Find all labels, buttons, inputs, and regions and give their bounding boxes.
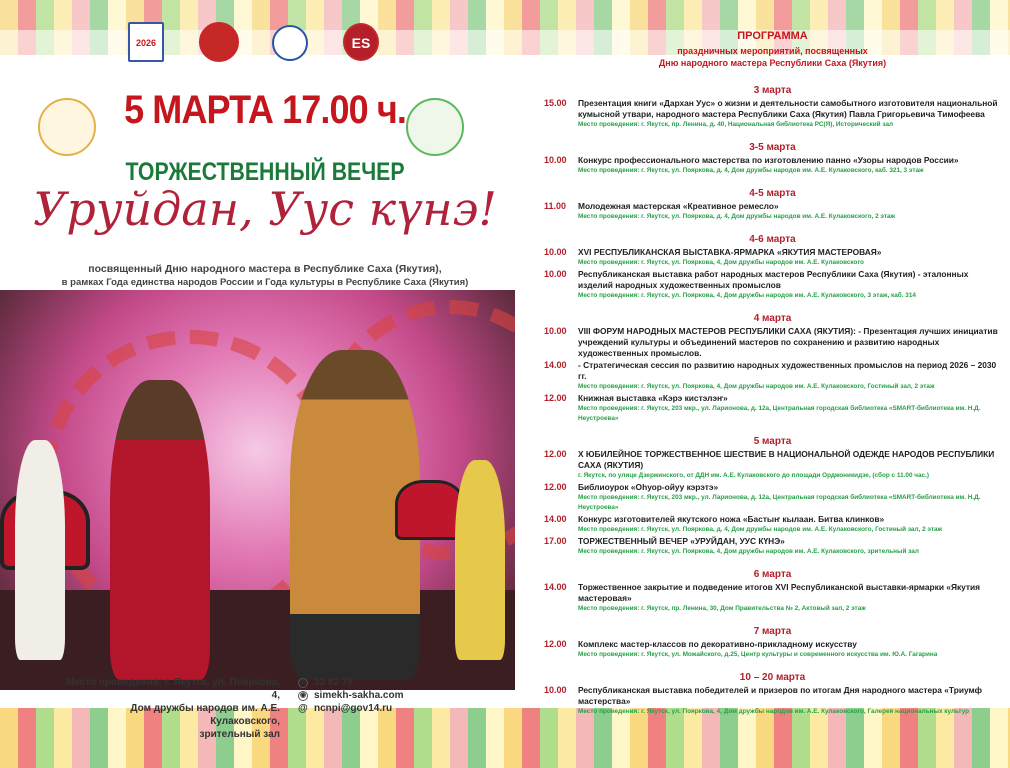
item-title: Молодежная мастерская «Креативное ремесло» <box>578 201 779 211</box>
item-time: 14.00 <box>544 582 567 592</box>
event-heading: ТОРЖЕСТВЕННЫЙ ВЕЧЕР <box>125 158 405 186</box>
day-header: 4-6 марта <box>749 234 796 245</box>
item-title: Библиоурок «Оһуор-ойуу кэрэтэ» <box>578 482 719 492</box>
phone-icon: ✆ <box>298 678 308 688</box>
item-time: 14.00 <box>544 514 567 524</box>
item-venue: Место проведения: г. Якутск, ул. Пояркова, 4, Дом дружбы народов им. А.Е. Кулаковского, зрительный зал <box>578 548 919 555</box>
item-body <box>578 582 1005 614</box>
item-time: 12.00 <box>544 482 567 492</box>
item-venue: Место проведения: г. Якутск, 203 мкр., ул. Ларионова, д. 12а, Центральная городская библиотека «SMART-библиотека им. Н.Д. Неустроева» <box>578 494 981 511</box>
item-venue: Место проведения: г. Якутск, ул. Можайского, д.25, Центр культуры и современного искусства им. Ю.А. Гагарина <box>578 651 938 658</box>
item-body <box>578 155 1005 176</box>
event-dedication <box>0 262 530 290</box>
program-item <box>540 155 1005 176</box>
culture-year-logo <box>199 22 239 62</box>
item-venue: Место проведения: г. Якутск, ул. Пояркова, 4, Дом дружбы народов им. А.Е. Кулаковского, Гостиный зал, 2 этаж <box>578 383 935 390</box>
day-header: 10 – 20 марта <box>739 672 806 683</box>
item-title: Комплекс мастер-классов по декоративно-прикладному искусству <box>578 639 857 649</box>
dedication-line-2: в рамках Года единства народов России и Года культуры в Республике Саха (Якутия) <box>61 277 469 288</box>
globe-icon: ◉ <box>299 691 307 699</box>
program-item <box>540 98 1005 130</box>
item-venue: г. Якутск, по улице Дзержинского, от ДДН им. А.Е. Кулаковского до площади Орджоникидзе, (сбор с 11.00 час.) <box>578 472 930 479</box>
program-title: ПРОГРАММА <box>737 30 808 42</box>
item-title: X ЮБИЛЕЙНОЕ ТОРЖЕСТВЕННОЕ ШЕСТВИЕ В НАЦИОНАЛЬНОЙ ОДЕЖДЕ НАРОДОВ РЕСПУБЛИКИ САХА (ЯКУТИЯ) <box>578 449 995 470</box>
item-venue: Место проведения: г. Якутск, ул. Пояркова, 4, Дом дружбы народов им. А.Е. Кулаковского, 3 этаж, каб. 314 <box>578 292 916 299</box>
day-header: 4 марта <box>753 313 792 324</box>
item-time: 17.00 <box>544 536 567 546</box>
item-title: VIII ФОРУМ НАРОДНЫХ МАСТЕРОВ РЕСПУБЛИКИ САХА (ЯКУТИЯ): - Презентация лучших инициатив учреждений культуры и объединений мастеров по сохранению и развитию народных художественных промыслов. <box>578 326 998 358</box>
phone-number: 32 82 79 <box>314 677 353 688</box>
program-item <box>540 685 1005 717</box>
program-item <box>540 639 1005 660</box>
day-header: 3-5 марта <box>749 142 796 153</box>
dedication-line-1: посвященный Дню народного мастера в Республике Саха (Якутия), <box>88 263 442 275</box>
item-time: 10.00 <box>544 269 567 279</box>
program-item <box>540 536 1005 557</box>
day-header: 5 марта <box>753 436 792 447</box>
program-item <box>540 326 1005 359</box>
item-time: 14.00 <box>544 360 567 370</box>
year-2026-logo: 2026 <box>128 22 164 62</box>
program-item <box>540 201 1005 222</box>
item-body <box>578 393 1005 424</box>
item-body <box>578 514 1005 535</box>
item-body <box>578 326 1005 359</box>
monogram-logo: ES <box>343 23 379 61</box>
item-body <box>578 360 1005 392</box>
program-item <box>540 247 1005 268</box>
item-title: Презентация книги «Дархан Уус» о жизни и деятельности самобытного изготовителя национальной кумысной утвари, народного мастера Республики Саха (Якутия) Павла Григорьевича Тимофеева <box>578 98 998 119</box>
item-time: 11.00 <box>544 201 567 211</box>
program-item <box>540 482 1005 513</box>
event-venue <box>60 676 280 741</box>
item-body <box>578 201 1005 222</box>
item-title: Республиканская выставка работ народных мастеров Республики Саха (Якутия) - эталонных изделий народных художественных промыслов <box>578 269 969 290</box>
item-time: 10.00 <box>544 326 567 336</box>
item-title: Конкурс профессионального мастерства по изготовлению панно «Узоры народов России» <box>578 155 959 165</box>
item-title: Конкурс изготовителей якутского ножа «Бастыҥ кылаан. Битва клинков» <box>578 514 885 524</box>
item-title: Книжная выставка «Кэрэ кистэлэҥ» <box>578 393 728 403</box>
item-title: Республиканская выставка победителей и призеров по итогам Дня народного мастера «Триумф мастерства» <box>578 685 982 706</box>
day-header: 6 марта <box>753 569 792 580</box>
item-body <box>578 536 1005 557</box>
item-time: 15.00 <box>544 98 567 108</box>
program-item <box>540 269 1005 301</box>
item-venue: Место проведения: г. Якутск, ул. Пояркова, 4, Дом дружбы народов им. А.Е. Кулаковского, Галерея национальных культур <box>578 708 970 715</box>
venue-line-2: Дом дружбы народов им. А.Е. Кулаковского, <box>130 703 280 727</box>
item-time: 10.00 <box>544 247 567 257</box>
item-body <box>578 449 1005 481</box>
day-header: 3 марта <box>753 85 792 96</box>
item-time: 12.00 <box>544 639 567 649</box>
item-venue: Место проведения: г. Якутск, ул. Пояркова, д. 4, Дом дружбы народов им. А.Е. Кулаковского, Гостиный зал, 2 этаж <box>578 526 943 533</box>
venue-line-1: Место проведения: г. Якутск, ул. Пояркова, 4, <box>65 677 280 701</box>
item-time: 12.00 <box>544 449 567 459</box>
item-body <box>578 269 1005 301</box>
item-title: XVI РЕСПУБЛИКАНСКАЯ ВЫСТАВКА-ЯРМАРКА «ЯКУТИЯ МАСТЕРОВАЯ» <box>578 247 882 257</box>
item-venue: Место проведения: г. Якутск, пр. Ленина, 30, Дом Правительства № 2, Актовый зал, 2 этаж <box>578 605 866 612</box>
item-body <box>578 685 1005 717</box>
item-venue: Место проведения: г. Якутск, ул. Пояркова, д. 4, Дом дружбы народов им. А.Е. Кулаковского, каб. 321, 3 этаж <box>578 167 924 174</box>
item-venue: Место проведения: г. Якутск, 203 мкр., ул. Ларионова, д. 12а, Центральная городская библиотека «SMART-библиотека им. Н.Д. Неустроева» <box>578 405 981 422</box>
venue-line-3: зрительный зал <box>199 729 280 740</box>
event-date-time: 5 МАРТА 17.00 ч. <box>124 88 406 132</box>
program-item <box>540 449 1005 481</box>
item-venue: Место проведения: г. Якутск, ул. Пояркова, д. 4, Дом дружбы народов им. А.Е. Кулаковского, 2 этаж <box>578 213 896 220</box>
item-body <box>578 482 1005 513</box>
day-header: 7 марта <box>753 626 792 637</box>
program-item <box>540 393 1005 424</box>
program-subtitle-1: праздничных мероприятий, посвященных <box>677 46 868 56</box>
contacts <box>298 676 404 715</box>
program-item <box>540 360 1005 392</box>
item-time: 10.00 <box>544 155 567 165</box>
program-item <box>540 514 1005 535</box>
website-link[interactable]: simekh-sakha.com <box>314 690 404 701</box>
item-title: Торжественное закрытие и подведение итогов XVI Республиканской выставки-ярмарки «Якутия мастеровая» <box>578 582 981 603</box>
program-schedule <box>540 30 1005 717</box>
item-time: 10.00 <box>544 685 567 695</box>
event-script-title: Уруйдан, Уус күнэ! <box>33 182 497 236</box>
email-link[interactable]: ncnpi@gov14.ru <box>314 703 393 714</box>
program-subtitle-2: Дню народного мастера Республики Саха (Якутия) <box>658 58 887 68</box>
performance-photo <box>0 290 515 690</box>
item-body <box>578 247 1005 268</box>
item-body <box>578 98 1005 130</box>
item-title: - Стратегическая сессия по развитию народных художественных промыслов на период 2026 – 2030 гг. <box>578 360 997 381</box>
day-header: 4-5 марта <box>749 188 796 199</box>
program-item <box>540 582 1005 614</box>
at-icon: @ <box>298 703 308 714</box>
item-time: 12.00 <box>544 393 567 403</box>
item-body <box>578 639 1005 660</box>
item-title: ТОРЖЕСТВЕННЫЙ ВЕЧЕР «УРУЙДАН, УУС КҮНЭ» <box>578 536 785 546</box>
yakutia-emblem-logo <box>272 25 308 61</box>
item-venue: Место проведения: г. Якутск, ул. Пояркова, 4, Дом дружбы народов им. А.Е. Кулаковского <box>578 259 864 266</box>
item-venue: Место проведения: г. Якутск, пр. Ленина, д. 40, Национальная библиотека РС(Я), Исторический зал <box>578 121 894 128</box>
